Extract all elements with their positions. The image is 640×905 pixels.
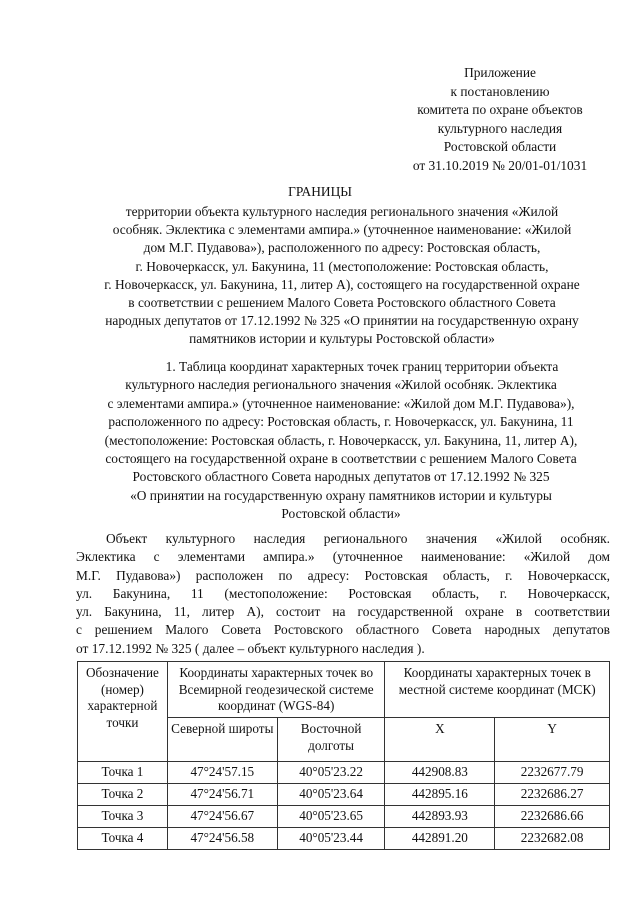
subtitle-line: в соответствии с решением Малого Совета Ростовского областного Совета — [128, 295, 556, 311]
paragraph-line: с решением Малого Совета Ростовского областного Совета народных депутатов — [76, 622, 610, 638]
cell-y: 2232686.27 — [495, 784, 610, 806]
section-heading-line: (местоположение: Ростовская область, г. Новочеркасск, ул. Бакунина, 11, литер А), — [104, 432, 578, 448]
table-row — [78, 762, 610, 784]
subtitle-line: г. Новочеркасск, ул. Бакунина, 11, литер А), состоящего на государственной охране — [104, 276, 580, 292]
paragraph-line: ул. Бакунина, 11, литер А), состоит на государственной охране в соответствии — [76, 604, 610, 620]
cell-east: 40°05'23.44 — [277, 828, 385, 850]
cell-north: 47°24'56.71 — [167, 784, 277, 806]
table-row — [78, 828, 610, 850]
cell-north: 47°24'57.15 — [167, 762, 277, 784]
section-heading-line: расположенного по адресу: Ростовская область, г. Новочеркасск, ул. Бакунина, 11 — [108, 414, 574, 430]
section-heading-line: «О принятии на государственную охрану памятников истории и культуры — [130, 487, 552, 503]
header-north: Северной широты — [167, 718, 277, 762]
cell-x: 442908.83 — [385, 762, 495, 784]
section-heading-line: Ростовского областного Совета народных депутатов от 17.12.1992 № 325 — [132, 469, 550, 485]
table-row — [78, 806, 610, 828]
section-heading-line: 1. Таблица координат характерных точек границ территории объекта — [165, 359, 559, 374]
approval-line: Приложение — [464, 65, 536, 80]
paragraph-line: Эклектика с элементами ампира.» (уточненное наименование: «Жилой дом — [76, 549, 610, 565]
cell-y: 2232677.79 — [495, 762, 610, 784]
subtitle-line: народных депутатов от 17.12.1992 № 325 «О принятии на государственную охрану — [105, 313, 579, 329]
cell-y: 2232682.08 — [495, 828, 610, 850]
subtitle-line: дом М.Г. Пудавова»), расположенного по адресу: Ростовская область, — [143, 240, 541, 256]
paragraph-line: от 17.12.1992 № 325 ( далее – объект культурного наследия ). — [76, 640, 425, 656]
header-x: X — [385, 718, 495, 762]
object-description-paragraph — [76, 530, 610, 658]
cell-y: 2232686.66 — [495, 806, 610, 828]
cell-east: 40°05'23.22 — [277, 762, 385, 784]
section-heading-line: с элементами ампира.» (уточненное наименование: «Жилой дом М.Г. Пудавова»), — [107, 395, 575, 411]
cell-x: 442893.93 — [385, 806, 495, 828]
subtitle-line: особняк. Эклектика с элементами ампира.» (уточненное наименование: «Жилой — [112, 222, 572, 238]
document-subtitle — [72, 203, 612, 349]
approval-line: от 31.10.2019 № 20/01-01/1031 — [412, 157, 588, 173]
paragraph-line: М.Г. Пудавова») расположен по адресу: Ростовская область, г. Новочеркасск, — [76, 567, 610, 583]
approval-line: Ростовской области — [443, 139, 557, 154]
coordinates-table — [77, 661, 610, 850]
cell-point: Точка 1 — [78, 762, 168, 784]
subtitle-line: г. Новочеркасск, ул. Бакунина, 11 (местоположение: Ростовская область, — [135, 258, 549, 274]
approval-line: культурного наследия — [437, 120, 563, 136]
cell-east: 40°05'23.65 — [277, 806, 385, 828]
section-heading-line: Ростовской области» — [281, 506, 401, 522]
approval-block — [380, 64, 620, 175]
cell-point: Точка 3 — [78, 806, 168, 828]
cell-x: 442891.20 — [385, 828, 495, 850]
header-y: Y — [495, 718, 610, 762]
table-header-row — [78, 662, 610, 718]
document-title: ГРАНИЦЫ — [288, 184, 352, 199]
header-designation: Обозначение (номер) характерной точки — [78, 662, 168, 762]
section-heading-line: состоящего на государственной охране в соответствии с решением Малого Совета — [105, 451, 577, 467]
section-heading-line: культурного наследия регионального значения «Жилой особняк. Эклектика — [125, 377, 557, 393]
cell-point: Точка 2 — [78, 784, 168, 806]
section-heading — [76, 358, 606, 524]
cell-point: Точка 4 — [78, 828, 168, 850]
subtitle-line: памятников истории и культуры Ростовской области» — [189, 331, 495, 347]
header-msk-group: Координаты характерных точек в местной системе координат (МСК) — [385, 662, 610, 718]
approval-line: комитета по охране объектов — [417, 102, 583, 117]
cell-x: 442895.16 — [385, 784, 495, 806]
table-row — [78, 784, 610, 806]
paragraph-line: Объект культурного наследия регионального значения «Жилой особняк. — [106, 531, 610, 546]
subtitle-line: территории объекта культурного наследия регионального значения «Жилой — [125, 204, 559, 219]
cell-north: 47°24'56.58 — [167, 828, 277, 850]
approval-line: к постановлению — [450, 83, 550, 99]
cell-east: 40°05'23.64 — [277, 784, 385, 806]
cell-north: 47°24'56.67 — [167, 806, 277, 828]
paragraph-line: ул. Бакунина, 11 (местоположение: Ростовская область, г. Новочеркасск, — [76, 585, 610, 601]
header-east: Восточной долготы — [277, 718, 385, 762]
header-wgs-group: Координаты характерных точек во Всемирной геодезической системе координат (WGS-84) — [167, 662, 385, 718]
